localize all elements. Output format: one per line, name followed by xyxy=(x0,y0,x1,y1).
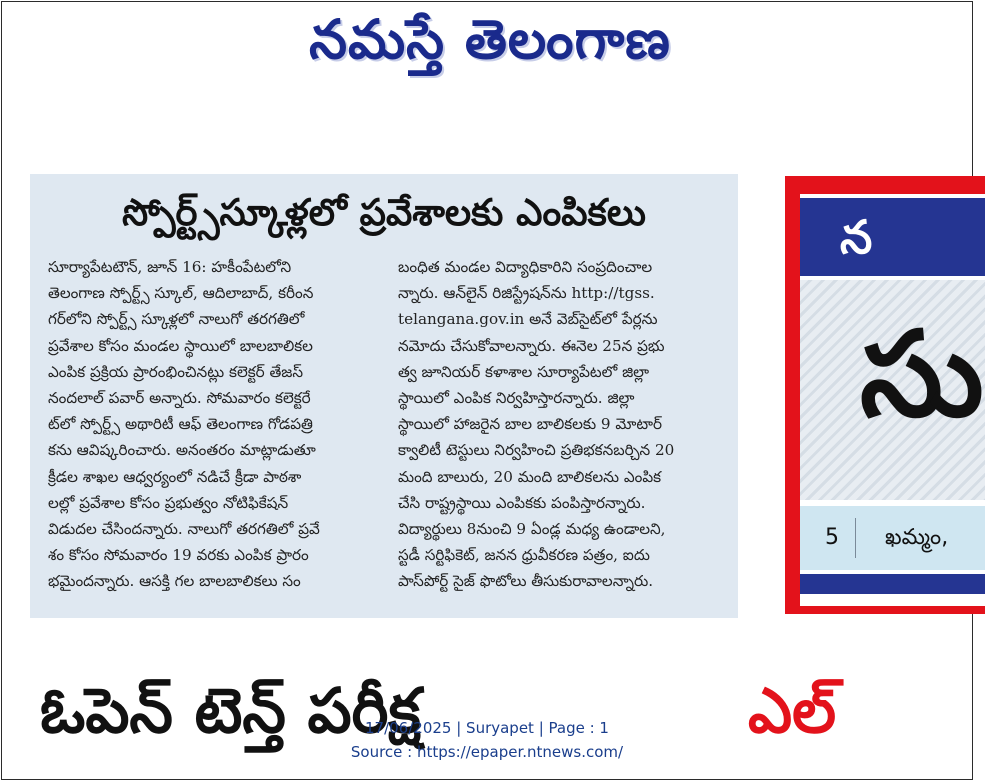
article-text-line: క్రీడల శాఖల ఆధ్వర్యంలో నడిచే క్రీడా పాఠశా xyxy=(48,467,302,486)
article-text-line: సూర్యాపేటటౌన్, జూన్ 16: హకీంపేటలోని xyxy=(48,258,292,276)
article-text-line: పాస్‌పోర్ట్ సైజ్ ఫొటోలు తీసుకురావాలన్నారు. xyxy=(398,572,654,591)
article-text-line: ఎంపిక ప్రక్రియ ప్రారంభించినట్లు కలెక్టర్ తేజస్ xyxy=(48,362,304,381)
page-footer xyxy=(0,716,974,764)
article-text-line: తెలంగాణ స్పోర్ట్స్ స్కూల్, ఆదిలాబాద్, కరీంన xyxy=(48,284,314,303)
article-text-line: గర్‌లోని స్పోర్ట్స్ స్కూళ్లలో నాలుగో తరగతిలో xyxy=(48,310,305,329)
ad-strip-divider xyxy=(855,518,856,558)
article-text-line: telangana.gov.in అనే వెబ్‌సైట్‌లో పేర్లను xyxy=(398,310,658,329)
ad-bottom-band xyxy=(800,574,985,594)
article-text-line: స్థాయిలో ఎంపిక నిర్వహిస్తారన్నారు. జిల్లా xyxy=(398,389,635,408)
article-text-line: చేసి రాష్ట్రస్థాయి ఎంపికకు పంపిస్తారన్నారు. xyxy=(398,493,646,512)
article-text-line: ప్రవేశాల కోసం మండల స్థాయిలో బాలబాలికల xyxy=(48,336,313,355)
article-text-line: మంది బాలురు, 20 మంది బాలికలను ఎంపిక xyxy=(398,467,662,486)
ad-big-text: సు xyxy=(860,305,984,443)
article-column-1 xyxy=(48,254,384,595)
news-article xyxy=(30,174,738,618)
article-text-line: స్టడీ సర్టిఫికెట్, జనన ధ్రువీకరణ పత్రం, ఐదు xyxy=(398,546,650,565)
ad-strip-text: ఖమ్మం, xyxy=(885,525,949,550)
masthead-logo: నమస్తే తెలంగాణ xyxy=(309,8,671,71)
article-text-line: క్వాలిటీ టెస్టులు నిర్వహించి ప్రతిభకనబర్చిన 20 xyxy=(398,441,675,460)
article-text-line: బంధిత మండల విద్యాధికారిని సంప్రదించాల xyxy=(398,258,653,276)
next-headline-red: ఎల్ xyxy=(748,674,837,747)
article-column-2 xyxy=(398,254,723,595)
article-text-line: విద్యార్థులు 8నుంచి 9 ఏండ్ల మధ్య ఉండాలని, xyxy=(398,520,666,539)
article-text-line: నందలాల్ పవార్ అన్నారు. సోమవారం కలెక్టరే xyxy=(48,389,311,408)
advertisement-inner xyxy=(800,194,985,606)
article-text-line: న్నారు. ఆన్‌లైన్ రిజిస్ట్రేషన్‌ను http://tgss. xyxy=(398,284,655,303)
ad-strip-number: 5 xyxy=(825,525,839,550)
advertisement-box xyxy=(785,176,985,614)
article-text-line: భమైందన్నారు. ఆసక్తి గల బాలబాలికలు సం xyxy=(48,572,301,591)
article-headline: స్పోర్ట్స్‌స్కూళ్లలో ప్రవేశాలకు ఎంపికలు xyxy=(122,191,646,234)
article-text-line: లల్లో ప్రవేశాల కోసం ప్రభుత్వం నోటిఫికేషన్ xyxy=(48,493,289,512)
footer-date-edition: 17/06/2025 | Suryapet | Page : 1 xyxy=(365,719,609,737)
article-text-line: ట్‌లో స్పోర్ట్స్ అథారిటీ ఆఫ్ తెలంగాణ గోడపత్రి xyxy=(48,415,313,434)
article-text-line: విడుదల చేసిందన్నారు. నాలుగో తరగతిలో ప్రవే xyxy=(48,520,320,539)
footer-source: Source : https://epaper.ntnews.com/ xyxy=(350,743,624,761)
ad-top-band: న xyxy=(800,198,985,276)
article-text-line: కను ఆవిష్కరించారు. అనంతరం మాట్లాడుతూ xyxy=(48,441,316,460)
article-text-line: నమోదు చేసుకోవాలన్నారు. ఈనెల 25న ప్రభు xyxy=(398,336,665,355)
ad-info-strip xyxy=(800,506,985,570)
article-text-line: త్వ జూనియర్ కళాశాల సూర్యాపేటలో జిల్లా xyxy=(398,362,650,381)
article-text-line: స్థాయిలో హాజరైన బాల బాలికలకు 9 మోటార్ xyxy=(398,415,662,434)
next-headline-black: ఓపెన్ టెన్త్ పరీక్ష xyxy=(40,674,421,747)
article-text-line: శం కోసం సోమవారం 19 వరకు ఎంపిక ప్రారం xyxy=(48,546,309,565)
